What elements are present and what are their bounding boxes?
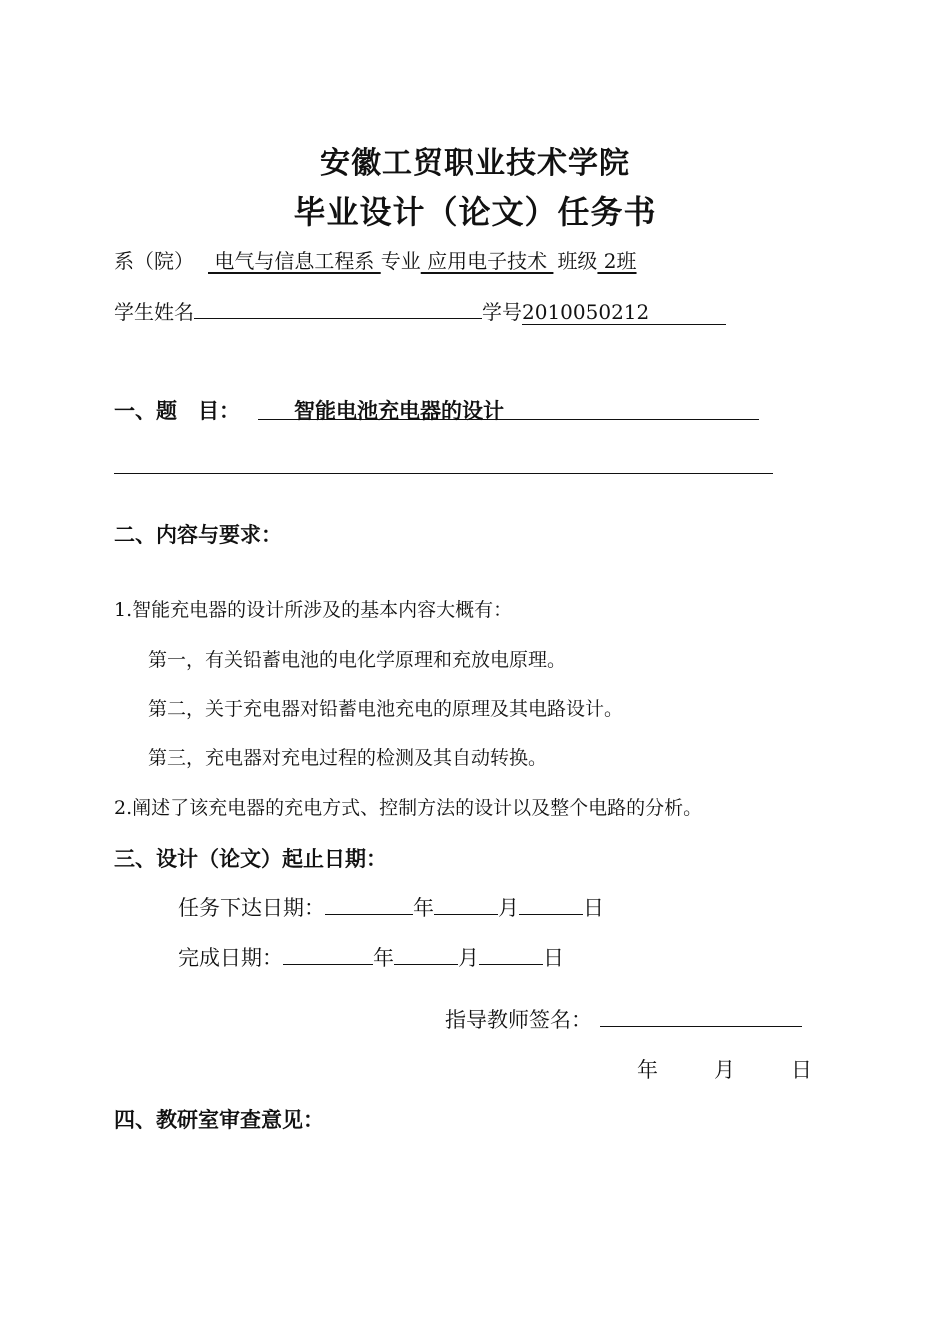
content-sub-1: 第一，有关铅蓄电池的电化学原理和充放电原理。 (148, 649, 567, 671)
content-item-2: 2.阐述了该充电器的充电方式、控制方法的设计以及整个电路的分析。 (114, 797, 703, 819)
finish-year-field[interactable] (283, 944, 373, 965)
finish-day-unit: 日 (543, 946, 564, 970)
issue-year-unit: 年 (413, 896, 434, 920)
class-value: 2班 (597, 249, 637, 273)
topic-label: 一、题 目： (114, 398, 240, 423)
content-heading: 二、内容与要求： (114, 522, 282, 547)
finish-date-label: 完成日期： (178, 946, 283, 970)
topic-underline (258, 419, 759, 420)
topic-second-line (114, 473, 773, 474)
issue-date-line (178, 892, 604, 922)
advisor-line (445, 1004, 802, 1034)
issue-month-field[interactable] (434, 894, 498, 915)
dates-heading: 三、设计（论文）起止日期： (114, 846, 387, 871)
dept-value: 电气与信息工程系 (208, 249, 381, 273)
issue-day-unit: 日 (583, 896, 604, 920)
content-sub-2: 第二，关于充电器对铅蓄电池充电的原理及其电路设计。 (148, 698, 624, 720)
school-name: 安徽工贸职业技术学院 (320, 146, 630, 181)
issue-year-field[interactable] (325, 894, 413, 915)
student-id-label: 学号 (482, 300, 522, 324)
dept-class-line (114, 245, 637, 274)
review-heading: 四、教研室审查意见： (114, 1107, 324, 1132)
major-value: 应用电子技术 (420, 249, 554, 273)
issue-month-unit: 月 (498, 896, 519, 920)
advisor-signature-field[interactable] (600, 1006, 802, 1027)
student-id-value: 2010050212 (522, 300, 726, 325)
issue-date-label: 任务下达日期： (178, 896, 325, 920)
student-name-field[interactable] (194, 298, 482, 319)
finish-day-field[interactable] (479, 944, 543, 965)
dept-label: 系（院） (114, 249, 194, 273)
finish-year-unit: 年 (373, 946, 394, 970)
finish-month-unit: 月 (458, 946, 479, 970)
issue-day-field[interactable] (519, 894, 583, 915)
sign-day-unit: 日 (791, 1058, 812, 1082)
finish-date-line (178, 942, 564, 972)
advisor-signature-label: 指导教师签名： (445, 1008, 592, 1032)
topic-value: 智能电池充电器的设计 (294, 398, 504, 423)
content-sub-3: 第三，充电器对充电过程的检测及其自动转换。 (148, 747, 548, 769)
student-name-label: 学生姓名 (114, 300, 194, 324)
class-label: 班级 (557, 249, 598, 273)
sign-year-unit: 年 (637, 1058, 658, 1082)
content-item-1: 1.智能充电器的设计所涉及的基本内容大概有： (114, 599, 513, 621)
finish-month-field[interactable] (394, 944, 458, 965)
student-line (114, 296, 726, 325)
sign-month-unit: 月 (714, 1058, 735, 1082)
sign-date-line (637, 1054, 812, 1084)
document-title: 毕业设计（论文）任务书 (293, 193, 657, 231)
major-label: 专业 (380, 249, 421, 273)
